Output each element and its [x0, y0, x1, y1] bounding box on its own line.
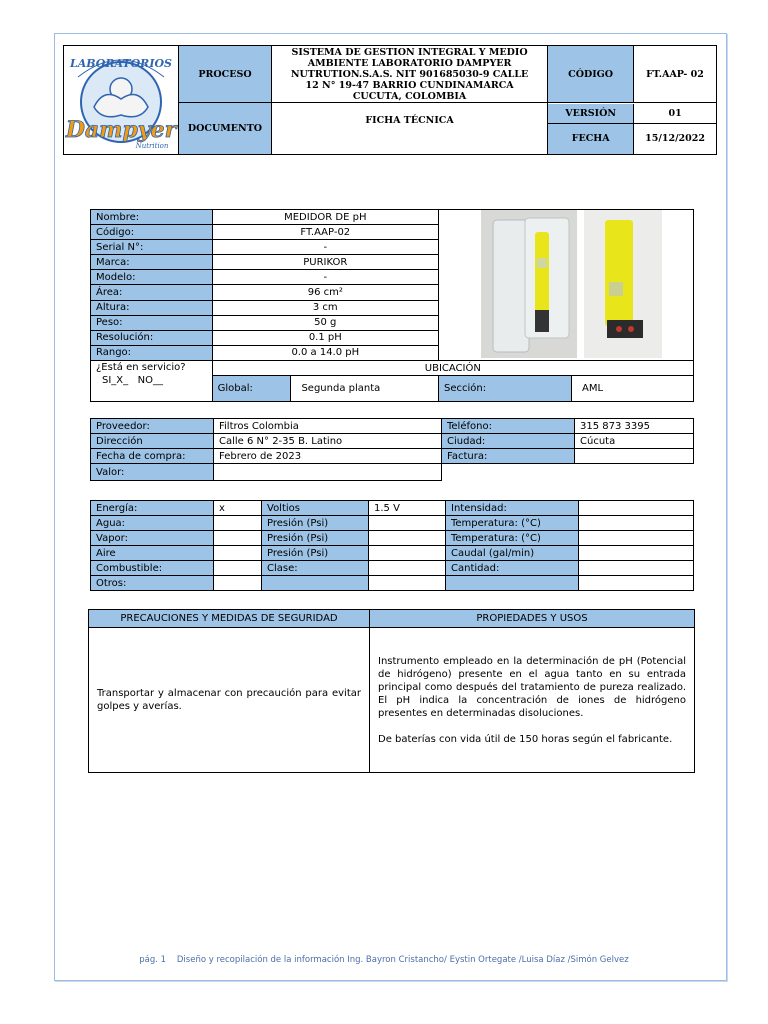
precauciones-title: PRECAUCIONES Y MEDIDAS DE SEGURIDAD [89, 610, 370, 628]
eq-value-9: 0.0 a 14.0 pH [212, 345, 438, 360]
ciudad-value: Cúcuta [575, 434, 694, 449]
energy-cell-b [214, 546, 262, 561]
energy-row [91, 546, 694, 561]
energy-cell-f [579, 546, 694, 561]
fecha-label: FECHA [548, 124, 634, 154]
fecha-compra-label: Fecha de compra: [91, 449, 214, 464]
empty-cell [442, 464, 694, 481]
servicio-question: ¿Está en servicio? [96, 362, 186, 373]
telefono-value: 315 873 3395 [575, 419, 694, 434]
energy-cell-d [369, 576, 446, 591]
valor-label: Valor: [91, 464, 214, 481]
energy-table [90, 500, 694, 591]
eq-value-4: - [212, 270, 438, 285]
energy-cell-c: Presión (Psi) [262, 546, 369, 561]
svg-text:LABORATORIOS: LABORATORIOS [69, 57, 173, 70]
energy-cell-f [579, 501, 694, 516]
energy-cell-b [214, 561, 262, 576]
energy-cell-d [369, 531, 446, 546]
energy-cell-e: Caudal (gal/min) [446, 546, 579, 561]
sections-table [88, 609, 695, 773]
eq-value-7: 50 g [212, 315, 438, 330]
energy-cell-b [214, 576, 262, 591]
energy-cell-a: Vapor: [91, 531, 214, 546]
logo-graphic [64, 47, 178, 153]
codigo-label: CÓDIGO [548, 46, 634, 103]
footer-text: pág. 1 Diseño y recopilación de la información Ing. Bayron Cristancho/ Eystin Ortegate /Luisa Díaz /Simón Gelvez [139, 955, 629, 965]
precauciones-text: Transportar y almacenar con precaución para evitar golpes y averías. [89, 628, 370, 773]
energy-cell-a: Energía: [91, 501, 214, 516]
company-logo [64, 47, 178, 153]
svg-text:Nutrition: Nutrition [135, 142, 169, 150]
energy-cell-d: 1.5 V [369, 501, 446, 516]
version-value: 01 [634, 104, 716, 124]
eq-label-6: Altura: [91, 300, 213, 315]
eq-label-9: Rango: [91, 345, 213, 360]
codigo-value: FT.AAP- 02 [634, 46, 717, 103]
version-label: VERSIÓN [548, 104, 634, 124]
eq-value-3: PURIKOR [212, 255, 438, 270]
eq-label-7: Peso: [91, 315, 213, 330]
product-photos [438, 210, 693, 361]
document-header [63, 45, 717, 155]
seccion-label: Sección: [438, 376, 571, 402]
energy-cell-c: Voltios [262, 501, 369, 516]
energy-cell-e: Temperatura: (°C) [446, 531, 579, 546]
energy-cell-a: Aire [91, 546, 214, 561]
energy-cell-d [369, 516, 446, 531]
energy-cell-c: Presión (Psi) [262, 516, 369, 531]
global-label: Global: [212, 376, 291, 402]
energy-cell-b [214, 516, 262, 531]
documento-value: FICHA TÉCNICA [271, 103, 547, 155]
propiedades-p1: Instrumento empleado en la determinación de pH (Potencial de hidrógeno) presente en el agua tanto en su entrada principal como después del tratamiento de pureza realizado. El pH indica la concentración de iones de hidrógeno presentes en determinadas disoluciones. [378, 655, 686, 719]
energy-cell-e: Temperatura: (°C) [446, 516, 579, 531]
energy-cell-d [369, 561, 446, 576]
fecha-value: 15/12/2022 [634, 124, 716, 154]
global-value: Segunda planta [291, 376, 439, 402]
ubicacion-label: UBICACIÓN [212, 361, 693, 376]
energy-cell-a: Agua: [91, 516, 214, 531]
direccion-value: Calle 6 N° 2-35 B. Latino [214, 434, 442, 449]
direccion-label: Dirección [91, 434, 214, 449]
proceso-value: SISTEMA DE GESTION INTEGRAL Y MEDIO AMBIENTE LABORATORIO DAMPYER NUTRUTION.S.A.S. NIT 901685030-9 CALLE 12 N° 19-47 BARRIO CUNDINAMARCA CUCUTA, COLOMBIA [271, 46, 547, 103]
servicio-answer: SI_X_ NO__ [102, 375, 164, 386]
eq-value-8: 0.1 pH [212, 330, 438, 345]
equipment-table [90, 209, 694, 402]
fecha-compra-value: Febrero de 2023 [214, 449, 442, 464]
energy-cell-e: Intensidad: [446, 501, 579, 516]
eq-value-0: MEDIDOR DE pH [212, 210, 438, 225]
proceso-label: PROCESO [179, 46, 272, 103]
energy-cell-e [446, 576, 579, 591]
energy-cell-b [214, 531, 262, 546]
proveedor-label: Proveedor: [91, 419, 214, 434]
valor-value [214, 464, 442, 481]
energy-cell-f [579, 576, 694, 591]
energy-cell-a: Combustible: [91, 561, 214, 576]
eq-label-5: Área: [91, 285, 213, 300]
energy-row [91, 501, 694, 516]
energy-cell-e: Cantidad: [446, 561, 579, 576]
energy-cell-f [579, 531, 694, 546]
energy-cell-c: Presión (Psi) [262, 531, 369, 546]
proveedor-value: Filtros Colombia [214, 419, 442, 434]
provider-table [90, 418, 694, 481]
eq-value-1: FT.AAP-02 [212, 225, 438, 240]
eq-label-2: Serial N°: [91, 240, 213, 255]
ciudad-label: Ciudad: [442, 434, 575, 449]
energy-cell-a: Otros: [91, 576, 214, 591]
eq-value-6: 3 cm [212, 300, 438, 315]
servicio-cell [91, 361, 213, 402]
energy-cell-f [579, 516, 694, 531]
energy-row [91, 561, 694, 576]
energy-cell-b: x [214, 501, 262, 516]
energy-cell-f [579, 561, 694, 576]
energy-row [91, 516, 694, 531]
energy-cell-c: Clase: [262, 561, 369, 576]
eq-label-0: Nombre: [91, 210, 213, 225]
eq-value-2: - [212, 240, 438, 255]
energy-row [91, 576, 694, 591]
propiedades-title: PROPIEDADES Y USOS [370, 610, 695, 628]
seccion-value: AML [572, 376, 694, 402]
energy-cell-d [369, 546, 446, 561]
eq-value-5: 96 cm² [212, 285, 438, 300]
eq-label-3: Marca: [91, 255, 213, 270]
energy-cell-c [262, 576, 369, 591]
documento-label: DOCUMENTO [179, 103, 272, 155]
ph-meter-photo [439, 210, 693, 360]
propiedades-p2: De baterías con vida útil de 150 horas según el fabricante. [378, 733, 673, 745]
factura-value [575, 449, 694, 464]
propiedades-cell [370, 628, 695, 773]
factura-label: Factura: [442, 449, 575, 464]
eq-label-4: Modelo: [91, 270, 213, 285]
svg-text:Dampyer: Dampyer [65, 117, 177, 143]
telefono-label: Teléfono: [442, 419, 575, 434]
logo-cell [64, 46, 179, 155]
eq-label-8: Resolución: [91, 330, 213, 345]
energy-row [91, 531, 694, 546]
eq-label-1: Código: [91, 225, 213, 240]
